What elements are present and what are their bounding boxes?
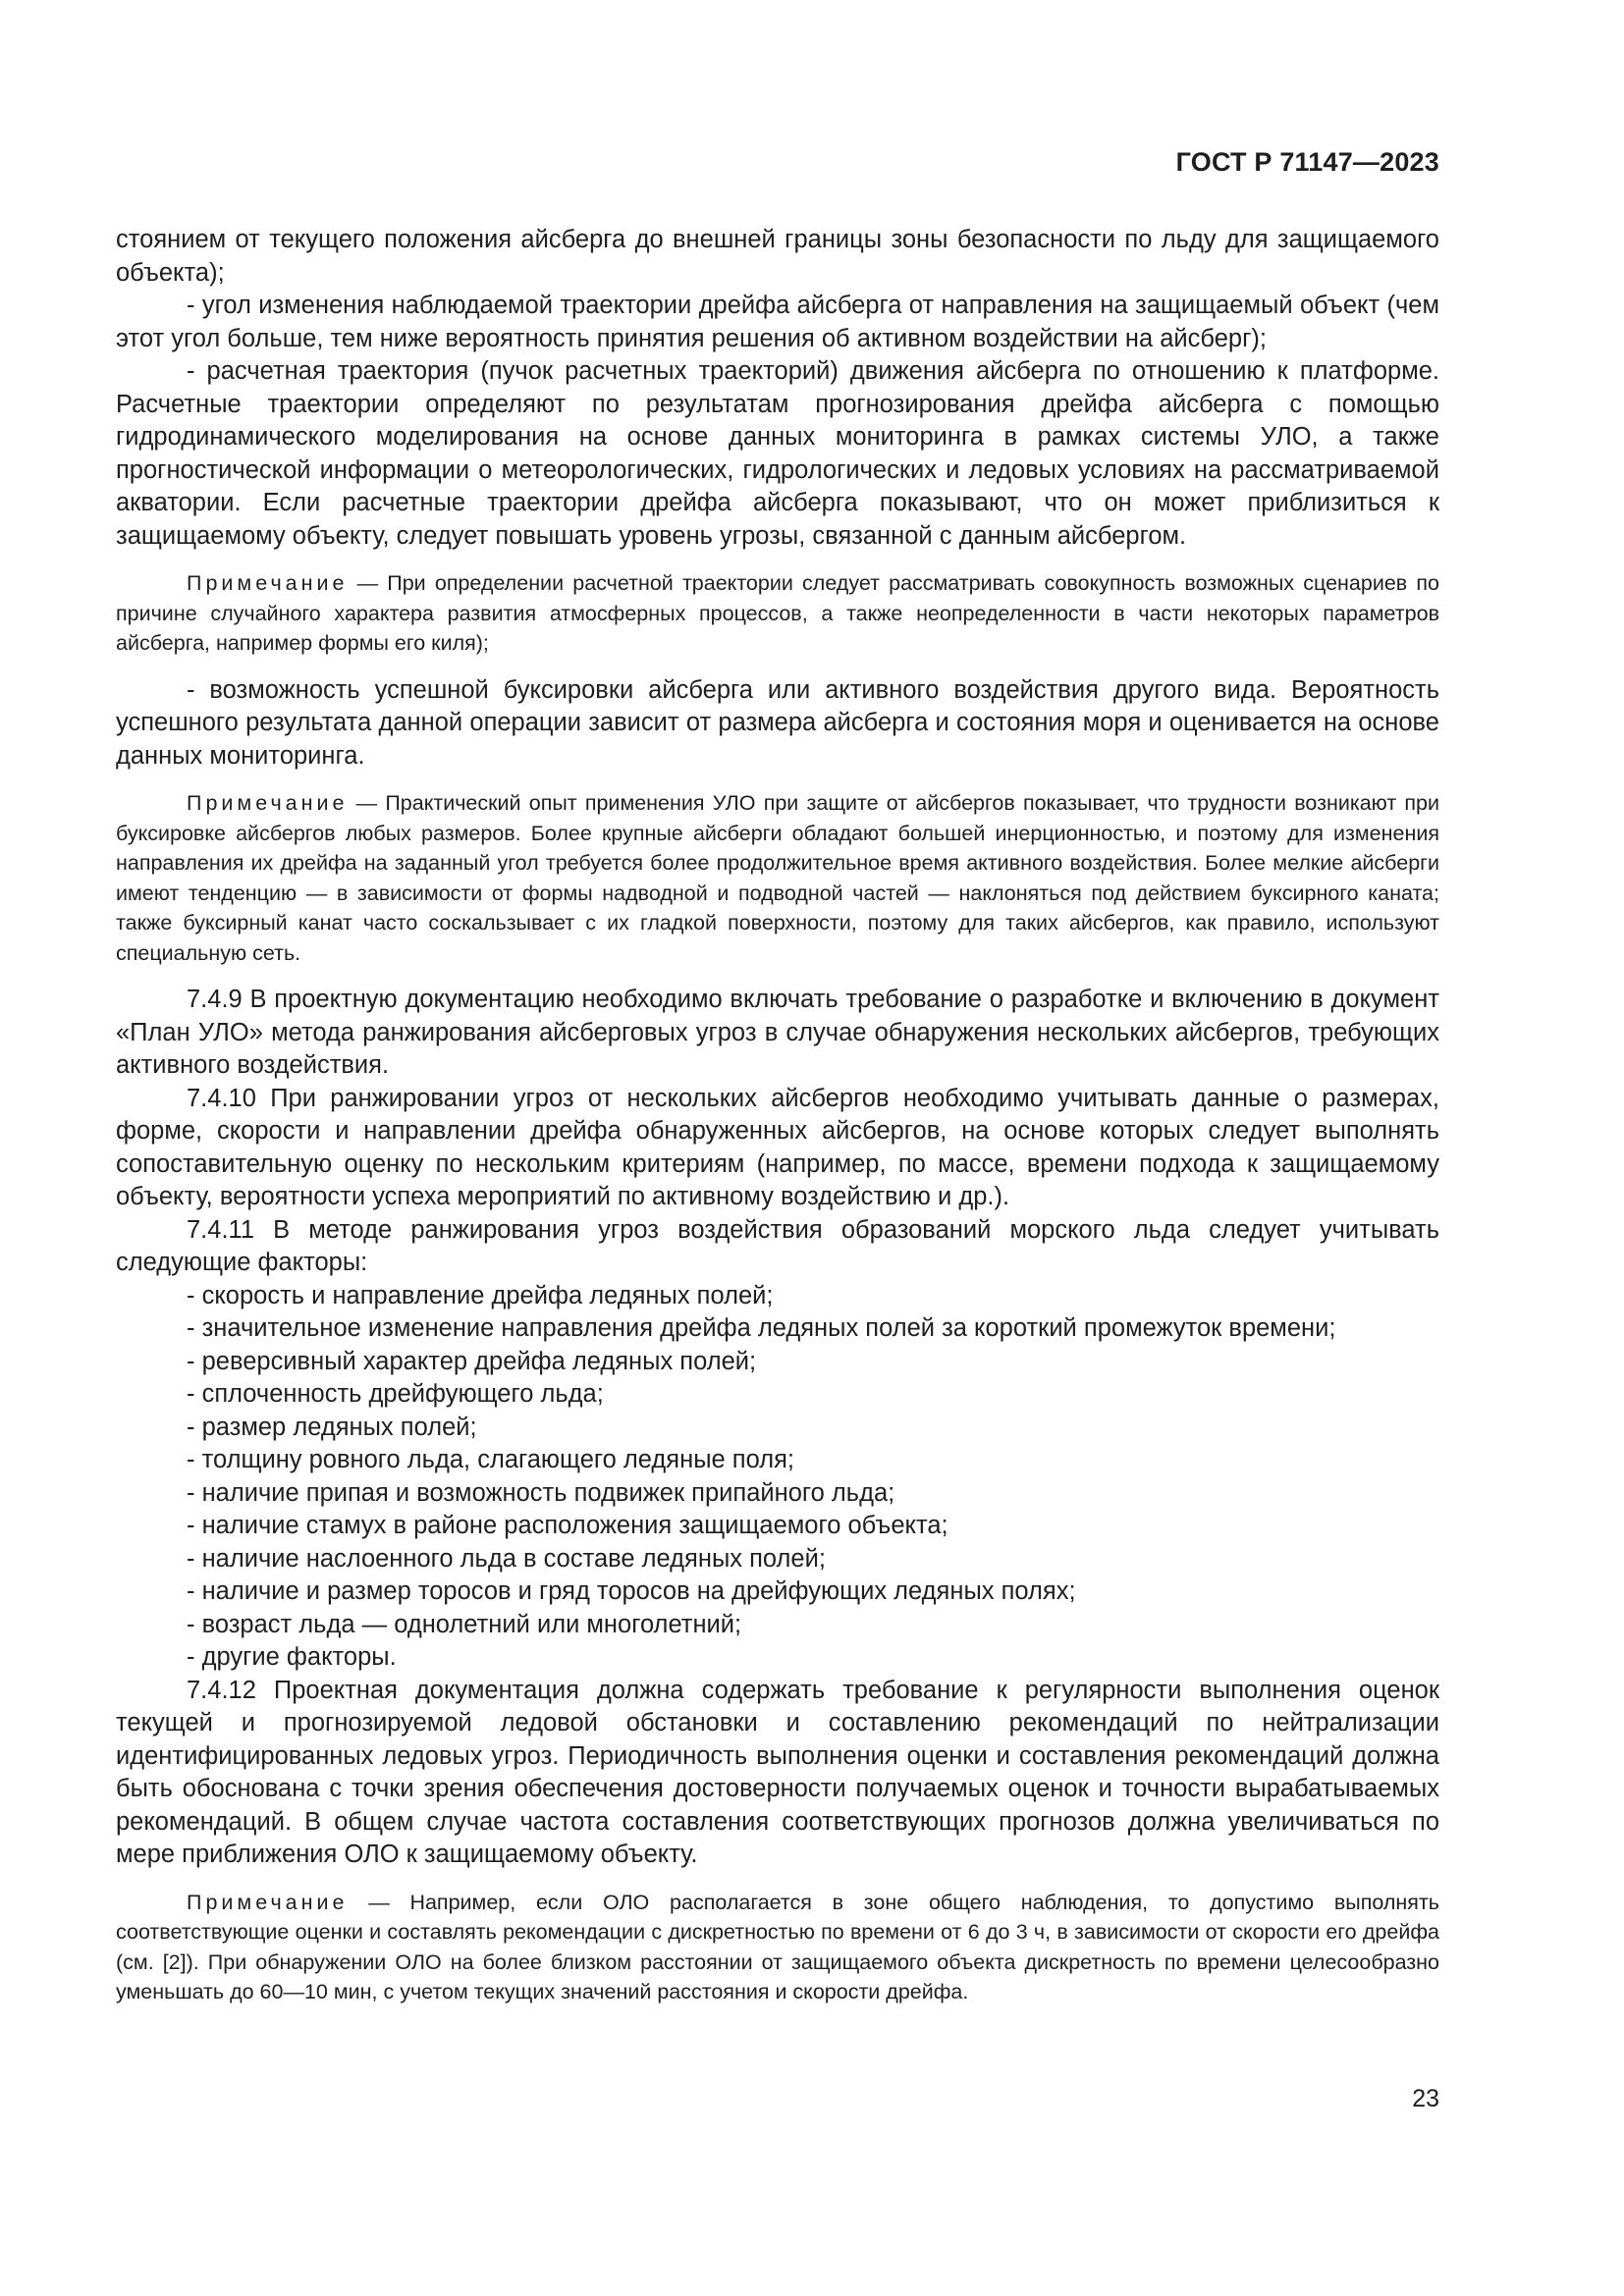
page-number: 23 [1412, 2085, 1439, 2112]
note-label: Примечание [187, 571, 349, 595]
note-text: — Например, если ОЛО располагается в зоне общего наблюдения, то допустимо выполнять соответствующие оценки и составлять рекомендации с дискретностью по времени от 6 до 3 ч, в зависимости от скорости его дрейфа (см. [2]). При обнаружении ОЛО на более близком расстоянии от защищаемого объекта дискретность по времени целесообразно уменьшать до 60—10 мин, с учетом текущих значений расстояния и скорости дрейфа. [116, 1890, 1439, 2003]
clause-7-4-11: 7.4.11 В методе ранжирования угроз воздействия образований морского льда следует учитывать следующие факторы: [116, 1215, 1439, 1276]
note-text: — Практический опыт применения УЛО при защите от айсбергов показывает, что трудности возникают при буксировке айсбергов любых размеров. Более крупные айсберги обладают большей инерционностью, и поэтому для изменения направления их дрейфа на заданный угол требуется более продолжительное время активного воздействия. Более мелкие айсберги имеют тенденцию — в зависимости от формы надводной и подводной частей — наклоняться под действием буксирного каната; также буксирный канат часто соскальзывает с их гладкой поверхности, поэтому для таких айсбергов, как правило, используют специальную сеть. [116, 791, 1439, 965]
list-item: - значительное изменение направления дрейфа ледяных полей за короткий промежуток времени; [187, 1314, 1336, 1342]
factor-list [116, 1280, 1439, 1675]
paragraph: - возможность успешной буксировки айсберга или активного воздействия другого вида. Вероятность успешного результата данной операции зависит от размера айсберга и состояния моря и оценивается на основе данных мониторинга. [116, 675, 1439, 770]
list-item: - наличие стамух в районе расположения защищаемого объекта; [187, 1512, 948, 1539]
list-item: - наличие и размер торосов и гряд торосов на дрейфующих ледяных полях; [187, 1577, 1076, 1605]
paragraph: - угол изменения наблюдаемой траектории дрейфа айсберга от направления на защищаемый объект (чем этот угол больше, тем ниже вероятность принятия решения об активном воздействии на айсберг); [116, 292, 1439, 352]
clause-7-4-12: 7.4.12 Проектная документация должна содержать требование к регулярности выполнения оценок текущей и прогнозируемой ледовой обстановки и составлению рекомендаций по нейтрализации идентифицированных ледовых угроз. Периодичность выполнения оценки и составления рекомендаций должна быть обоснована с точки зрения обеспечения достоверности получаемых оценок и точности вырабатываемых рекомендаций. В общем случае частота составления соответствующих прогнозов должна увеличиваться по мере приближения ОЛО к защищаемому объекту. [116, 1676, 1439, 1868]
note [116, 1888, 1439, 2007]
note [116, 568, 1439, 659]
list-item: - реверсивный характер дрейфа ледяных полей; [187, 1347, 757, 1375]
clause-7-4-10: 7.4.10 При ранжировании угроз от нескольких айсбергов необходимо учитывать данные о размерах, форме, скорости и направлении дрейфа обнаруженных айсбергов, на основе которых следует выполнять сопоставительную оценку по нескольким критериям (например, по массе, времени подхода к защищаемому объекту, вероятности успеха мероприятий по активному воздействию и др.). [116, 1084, 1439, 1210]
paragraph: стоянием от текущего положения айсберга до внешней границы зоны безопасности по льду для защищаемого объекта); [116, 226, 1439, 287]
list-item: - скорость и направление дрейфа ледяных полей; [187, 1281, 774, 1309]
note-label: Примечание [187, 791, 349, 815]
clause-7-4-9: 7.4.9 В проектную документацию необходимо включать требование о разработке и включению в документ «План УЛО» метода ранжирования айсберговых угроз в случае обнаружения нескольких айсбергов, требующих активного воздействия. [116, 986, 1439, 1079]
list-item: - наличие наслоенного льда в составе ледяных полей; [187, 1544, 826, 1573]
list-item: - сплоченность дрейфующего льда; [187, 1380, 604, 1408]
list-item: - размер ледяных полей; [187, 1413, 477, 1441]
paragraph: - расчетная траектория (пучок расчетных траекторий) движения айсберга по отношению к платформе. Расчетные траектории определяют по результатам прогнозирования дрейфа айсберга с помощью гидродинамического моделирования на основе данных мониторинга в рамках системы УЛО, а также прогностической информации о метеорологических, гидрологических и ледовых условиях на рассматриваемой акватории. Если расчетные траектории дрейфа айсберга показывают, что он может приблизиться к защищаемому объекту, следует повышать уровень угрозы, связанной с данным айсбергом. [116, 357, 1439, 550]
note [116, 788, 1439, 968]
document-header: ГОСТ Р 71147—2023 [1175, 147, 1439, 177]
list-item: - другие факторы. [187, 1643, 397, 1671]
list-item: - наличие припая и возможность подвижек припайного льда; [187, 1478, 895, 1507]
page-body [116, 224, 1439, 2023]
note-text: — При определении расчетной траектории следует рассматривать совокупность возможных сценариев по причине случайного характера развития атмосферных процессов, а также неопределенности в части некоторых параметров айсберга, например формы его киля); [116, 571, 1439, 655]
list-item: - возраст льда — однолетний или многолетний; [187, 1610, 742, 1638]
list-item: - толщину ровного льда, слагающего ледяные поля; [187, 1446, 794, 1473]
note-label: Примечание [187, 1890, 349, 1914]
